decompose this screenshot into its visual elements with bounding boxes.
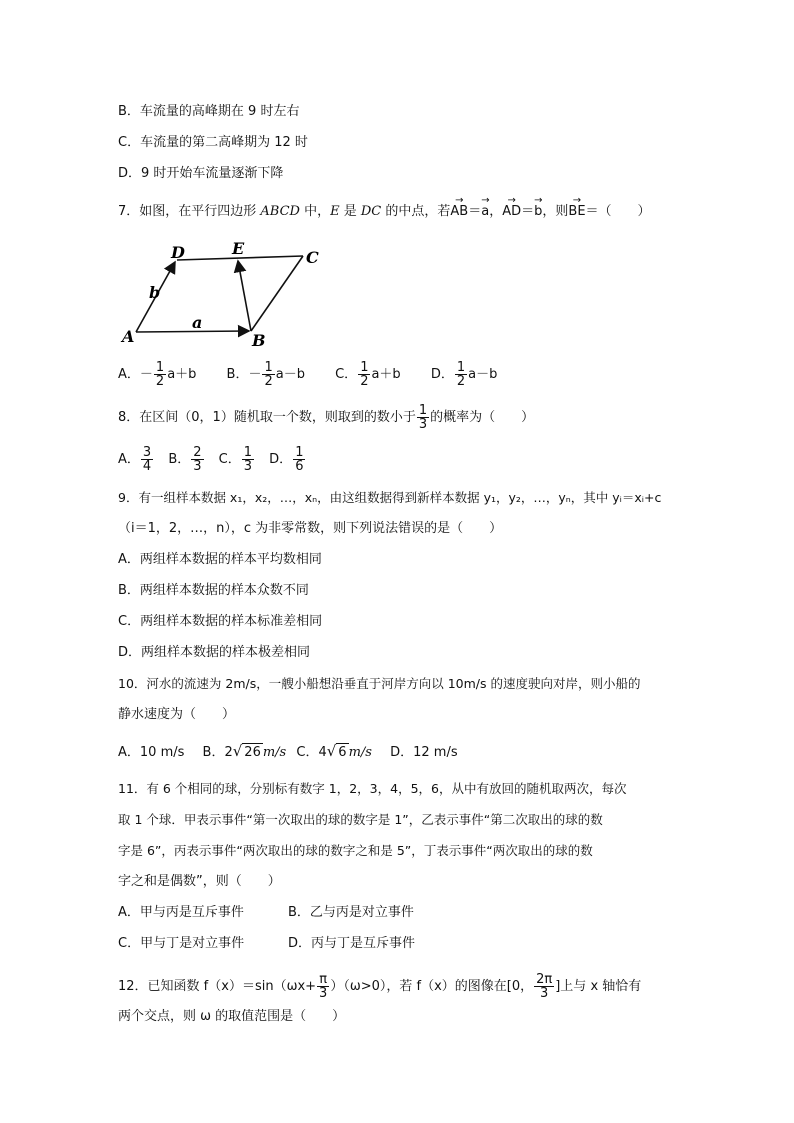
label-a-side: a bbox=[192, 313, 203, 332]
label-b-side: b bbox=[149, 283, 161, 302]
q10-option-c: C．4√ 6 m/s bbox=[296, 742, 372, 760]
q9-stem-line2: （i＝1，2，…，n），c 为非零常数，则下列说法错误的是（ ） bbox=[118, 521, 503, 536]
label-e: E bbox=[232, 239, 245, 258]
q8-option-c: C． $\frac{1}{3}$ bbox=[218, 445, 253, 474]
q11-stem-line2: 取 1 个球．甲表示事件“第一次取出的球的数字是 1”，乙表示事件“第二次取出的球的数 bbox=[118, 812, 603, 827]
q11-option-b: B．乙与丙是对立事件 bbox=[288, 905, 414, 920]
q7-options bbox=[118, 361, 523, 388]
q9-option-a: A．两组样本数据的样本平均数相同 bbox=[118, 552, 322, 567]
sqrt-icon: √ bbox=[232, 742, 243, 760]
q11-stem-line4: 字之和是偶数”，则（ ） bbox=[118, 874, 281, 889]
q11-option-c: C．甲与丁是对立事件 bbox=[118, 936, 245, 951]
q10-stem-line2: 静水速度为（ ） bbox=[118, 707, 236, 722]
vector-ab: → AB bbox=[450, 203, 468, 221]
q10-option-d: D．12 m/s bbox=[390, 745, 458, 760]
q6-option-d: D．9 时开始车流量逐渐下降 bbox=[118, 166, 284, 181]
q10-option-b: B．2√ 26 m/s bbox=[202, 742, 287, 760]
q12-stem-line2: 两个交点，则 ω 的取值范围是（ ） bbox=[118, 1009, 346, 1024]
q11-options-row2 bbox=[118, 935, 415, 953]
label-d: D bbox=[171, 243, 185, 262]
label-c: C bbox=[306, 248, 319, 267]
q11-stem-line3: 字是 6”，丙表示事件“两次取出的球的数字之和是 5”，丁表示事件“两次取出的球的数 bbox=[118, 843, 593, 858]
q6-option-b: B．车流量的高峰期在 9 时左右 bbox=[118, 104, 300, 119]
q11-stem-line1: 11．有 6 个相同的球，分别标有数字 1，2，3，4，5，6，从中有放回的随机取两次，每次 bbox=[118, 781, 627, 796]
sqrt-icon: √ bbox=[326, 742, 337, 760]
q9-stem-line1: 9．有一组样本数据 x₁，x₂，…，xₙ，由这组数据得到新样本数据 y₁，y₂，…，yₙ，其中 yᵢ＝xᵢ+c bbox=[118, 490, 662, 505]
q8-options bbox=[118, 446, 332, 473]
q9-option-b: B．两组样本数据的样本众数不同 bbox=[118, 583, 309, 598]
q12-stem-line1: 12．已知函数 f（x）＝sin（ωx+ $\frac{\pi}{3}$ ）（ω>0），若 f（x）的图像在[0， $\frac{2\pi}{3}$ ]上与 x 轴恰有 bbox=[118, 972, 642, 1001]
q8-option-a: A． $\frac{3}{4}$ bbox=[118, 445, 152, 474]
q7-stem: 7．如图，在平行四边形 ABCD 中，E 是 DC 的中点，若→ AB＝→ a，→ AD＝→ b，则→ BE＝（ ） bbox=[118, 203, 651, 221]
q8-option-d: D． $\frac{1}{6}$ bbox=[269, 445, 304, 474]
label-b: B bbox=[252, 331, 266, 350]
vector-arrow-be bbox=[238, 261, 251, 331]
q10-option-a: A．10 m/s bbox=[118, 745, 185, 760]
q7-option-d: D． $\frac{1}{2}$ a－b bbox=[430, 360, 498, 389]
label-a: A bbox=[122, 327, 135, 346]
q10-stem-line1: 10．河水的流速为 2m/s，一艘小船想沿垂直于河岸方向以 10m/s 的速度驶向对岸，则小船的 bbox=[118, 676, 641, 691]
q8-stem: 8．在区间（0，1）随机取一个数，则取到的数小于 $\frac{1}{3}$ 的概率为（ ） bbox=[118, 403, 535, 432]
q9-option-c: C．两组样本数据的样本标准差相同 bbox=[118, 614, 323, 629]
q10-options bbox=[118, 742, 458, 762]
vector-a: → a bbox=[481, 203, 489, 221]
edge-cb bbox=[251, 256, 303, 331]
q6-option-c: C．车流量的第二高峰期为 12 时 bbox=[118, 135, 308, 150]
q7-option-b: B．－ $\frac{1}{2}$ a－b bbox=[226, 360, 305, 389]
q11-option-a: A．甲与丙是互斥事件 bbox=[118, 905, 244, 920]
vector-be: → BE bbox=[568, 203, 585, 221]
q7-option-c: C． $\frac{1}{2}$ a＋b bbox=[335, 360, 401, 389]
q11-options-row1 bbox=[118, 904, 414, 922]
q8-option-b: B． $\frac{2}{3}$ bbox=[168, 445, 202, 474]
parallelogram-figure bbox=[118, 236, 328, 351]
q11-option-d: D．丙与丁是互斥事件 bbox=[288, 936, 416, 951]
q9-option-d: D．两组样本数据的样本极差相同 bbox=[118, 645, 311, 660]
q7-option-a: A．－ $\frac{1}{2}$ a＋b bbox=[118, 360, 197, 389]
vector-ad: → AD bbox=[502, 203, 521, 221]
vector-b: → b bbox=[534, 203, 542, 221]
